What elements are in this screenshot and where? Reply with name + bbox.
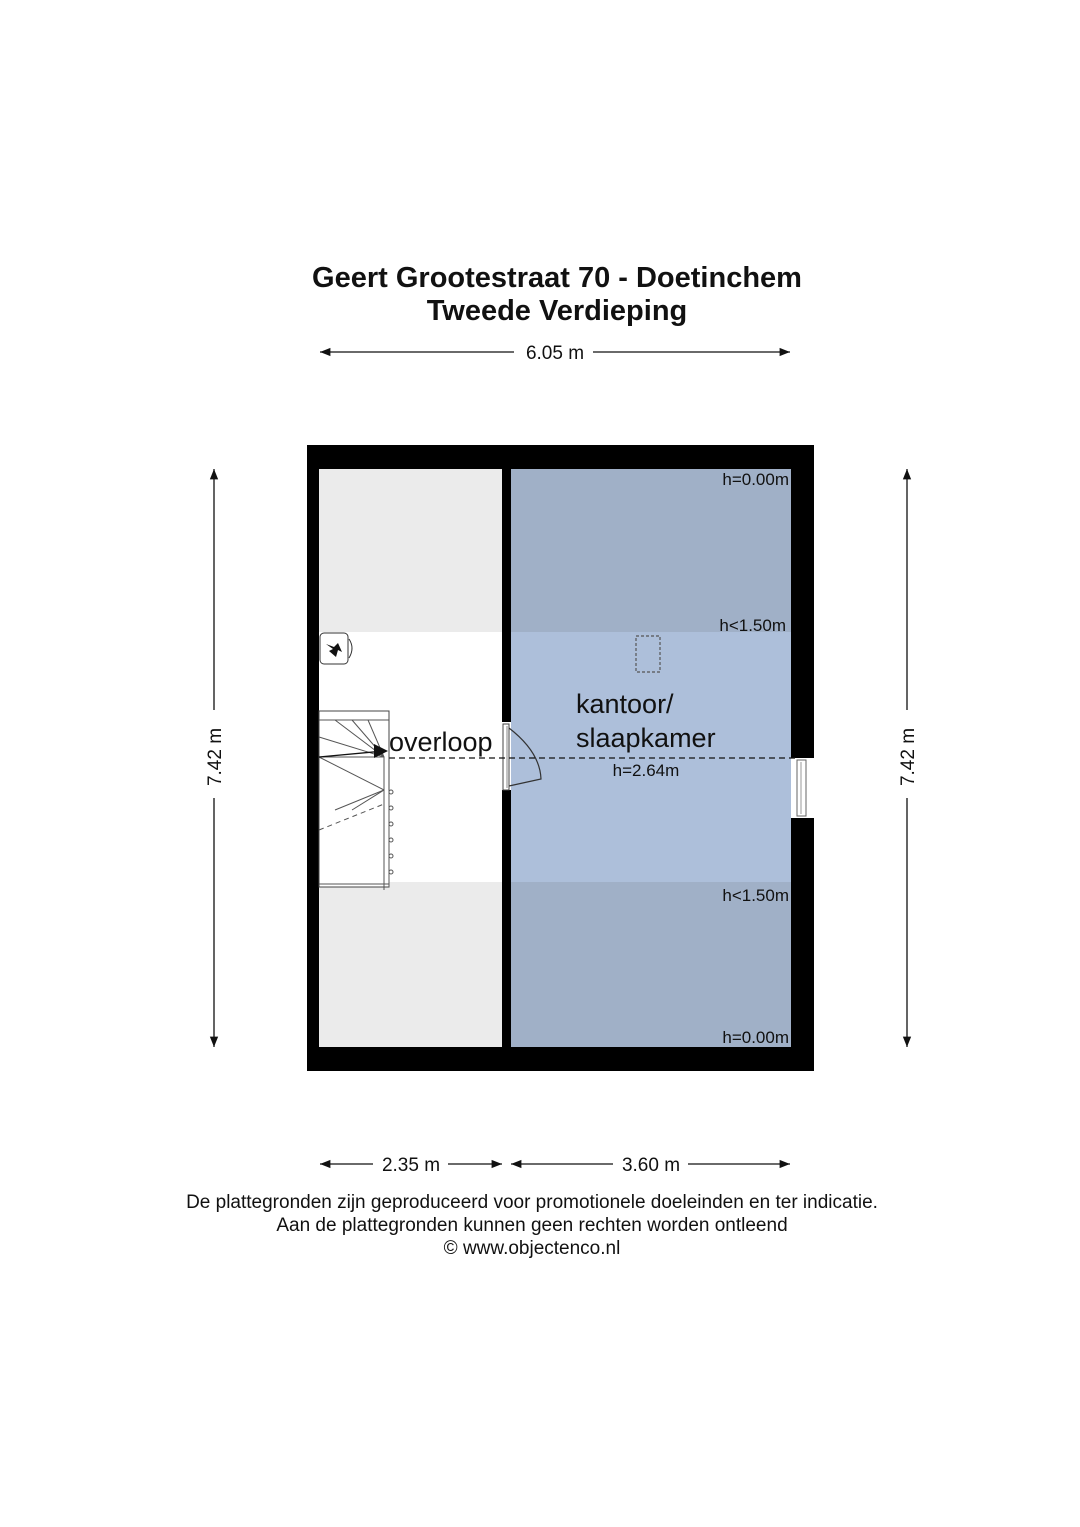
floor-title: Tweede Verdieping (426, 295, 688, 327)
dimension-left (205, 469, 226, 1047)
height-label-top-edge: h=0.00m (722, 470, 789, 489)
dimension-left-label: 7.42 m (205, 727, 226, 787)
disclaimer-line-1: De plattegronden zijn geproduceerd voor promotionele doeleinden en ter indicatie. (186, 1192, 878, 1213)
boiler-icon (320, 633, 352, 664)
room-kantoor-full-height (511, 632, 791, 882)
disclaimer-line-2: Aan de plattegronden kunnen geen rechten worden ontleend (276, 1215, 788, 1236)
plan-title: Geert Grootestraat 70 - Doetinchem (312, 262, 802, 294)
height-label-bottom-edge: h=0.00m (722, 1028, 789, 1047)
dimension-bottom-left-label: 2.35 m (381, 1155, 441, 1176)
height-label-bottom-mid: h<1.50m (722, 886, 789, 905)
dimension-right (898, 469, 919, 1047)
copyright-line: © www.objectenco.nl (443, 1238, 621, 1259)
dimension-bottom-right (511, 1155, 790, 1176)
dimension-right-label: 7.42 m (898, 727, 919, 787)
dimension-top (320, 343, 790, 364)
dimension-bottom-left (320, 1155, 502, 1176)
room-label-kantoor-line2: slaapkamer (576, 723, 716, 753)
height-label-top-mid: h<1.50m (719, 616, 786, 635)
dimension-top-label: 6.05 m (525, 343, 585, 364)
height-label-center: h=2.64m (612, 761, 680, 780)
room-label-overloop: overloop (389, 727, 493, 757)
staircase (319, 711, 393, 890)
dimension-bottom-right-label: 3.60 m (621, 1155, 681, 1176)
window (797, 760, 806, 816)
room-label-kantoor-line1: kantoor/ (576, 689, 674, 719)
